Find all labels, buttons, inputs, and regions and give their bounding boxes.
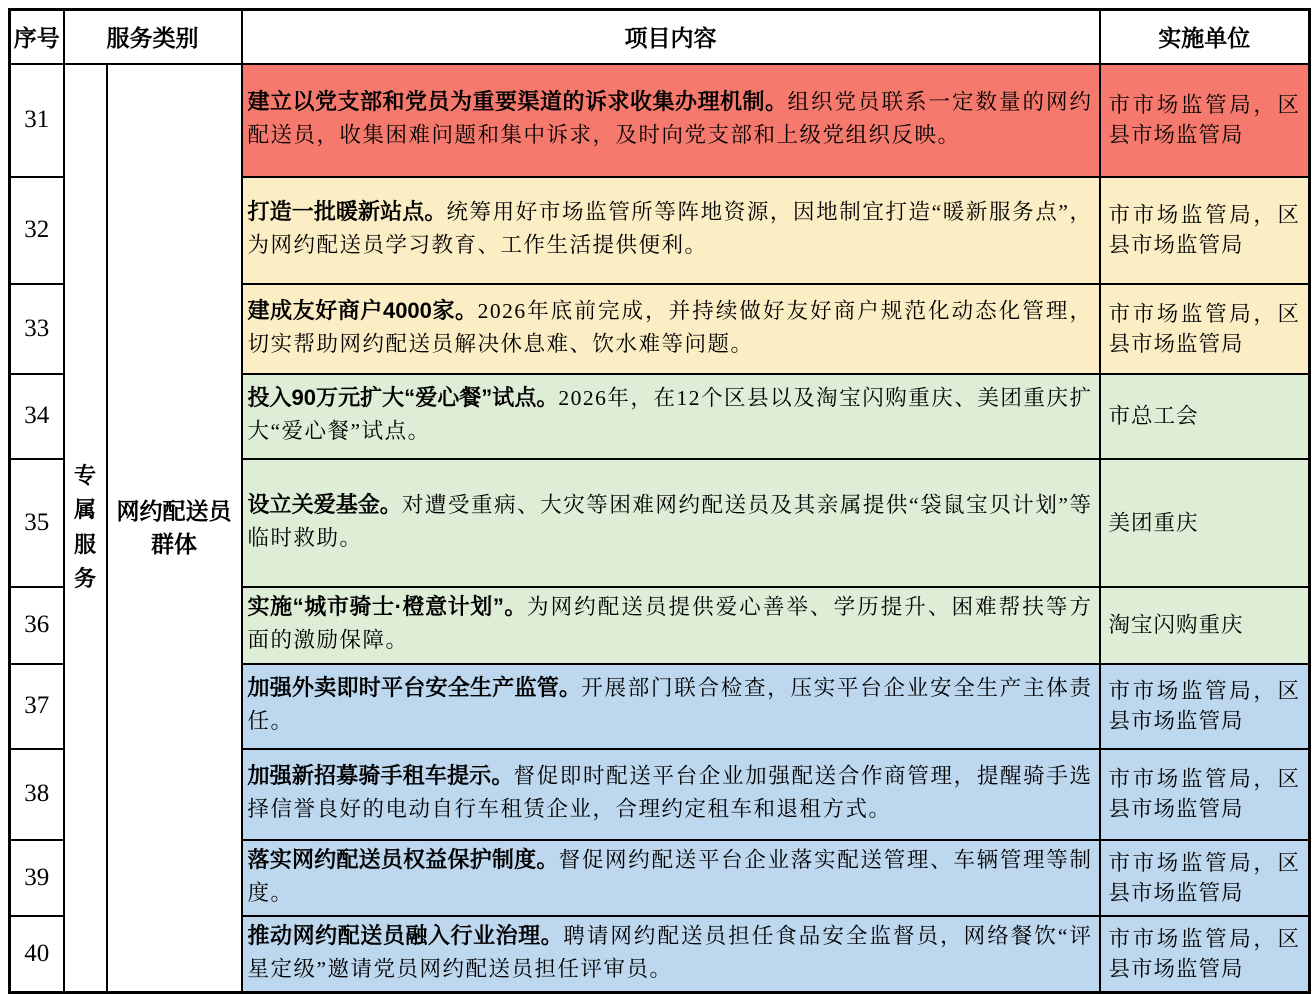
implementing-unit-cell: 美团重庆	[1100, 459, 1310, 587]
category-label-line2: 群体	[151, 530, 197, 557]
project-title: 投入90万元扩大“爱心餐”试点。	[247, 385, 559, 410]
header-unit: 实施单位	[1100, 10, 1310, 64]
project-description: 开展部门联合检查，压实平台企业安全生产主体责任。	[247, 676, 1093, 733]
service-projects-table	[8, 8, 1311, 994]
project-content-cell	[242, 664, 1100, 749]
project-description: 2026年，在12个区县以及淘宝闪购重庆、美团重庆扩大“爱心餐”试点。	[247, 386, 1093, 443]
implementing-unit-cell: 市市场监管局，区县市场监管局	[1100, 840, 1310, 916]
implementing-unit-cell: 市市场监管局，区县市场监管局	[1100, 664, 1310, 749]
project-content-cell	[242, 916, 1100, 993]
row-number: 32	[10, 177, 64, 284]
category-label-line1: 网约配送员	[116, 498, 232, 525]
table-row	[10, 64, 1310, 177]
implementing-unit-cell: 市市场监管局，区县市场监管局	[1100, 177, 1310, 284]
row-number: 38	[10, 749, 64, 840]
project-title: 打造一批暖新站点。	[247, 199, 447, 224]
project-title: 落实网约配送员权益保护制度。	[247, 846, 559, 872]
header-content: 项目内容	[242, 10, 1100, 64]
project-content-cell	[242, 177, 1100, 284]
project-title: 推动网约配送员融入行业治理。	[247, 922, 564, 948]
row-number: 39	[10, 840, 64, 916]
project-title: 实施“城市骑士·橙意计划”。	[247, 594, 528, 619]
project-description: 督促即时配送平台企业加强配送合作商管理，提醒骑手选择信誉良好的电动自行车租赁企业，合理约定租车和退租方式。	[247, 764, 1093, 821]
row-number: 36	[10, 587, 64, 664]
row-number: 31	[10, 64, 64, 177]
header-row	[10, 10, 1310, 64]
row-number: 33	[10, 284, 64, 374]
project-description: 2026年底前完成，并持续做好友好商户规范化动态化管理，切实帮助网约配送员解决休息难、饮水难等问题。	[247, 298, 1093, 356]
project-content-cell	[242, 459, 1100, 587]
project-title: 加强外卖即时平台安全生产监管。	[247, 675, 582, 700]
project-description: 组织党员联系一定数量的网约配送员，收集困难问题和集中诉求，及时向党支部和上级党组织反映。	[247, 90, 1093, 147]
project-content-cell	[242, 284, 1100, 374]
implementing-unit-cell: 淘宝闪购重庆	[1100, 587, 1310, 664]
row-number: 35	[10, 459, 64, 587]
project-title: 设立关爱基金。	[247, 491, 402, 517]
project-content-cell	[242, 749, 1100, 840]
implementing-unit-cell: 市市场监管局，区县市场监管局	[1100, 64, 1310, 177]
implementing-unit-cell: 市市场监管局，区县市场监管局	[1100, 749, 1310, 840]
row-number: 40	[10, 916, 64, 993]
category-exclusive-services	[64, 64, 107, 993]
project-title: 建立以党支部和党员为重要渠道的诉求收集办理机制。	[247, 89, 788, 114]
project-description: 统筹用好市场监管所等阵地资源，因地制宜打造“暖新服务点”，为网约配送员学习教育、工作生活提供便利。	[247, 200, 1093, 257]
implementing-unit-cell: 市市场监管局，区县市场监管局	[1100, 284, 1310, 374]
project-content-cell	[242, 587, 1100, 664]
project-title: 加强新招募骑手租车提示。	[247, 763, 514, 788]
project-description: 为网约配送员提供爱心善举、学历提升、困难帮扶等方面的激励保障。	[247, 595, 1093, 652]
category-online-delivery-group	[107, 64, 242, 993]
category-vertical-label: 专属服务	[73, 463, 96, 591]
project-description: 对遭受重病、大灾等困难网约配送员及其亲属提供“袋鼠宝贝计划”等临时救助。	[247, 492, 1093, 550]
project-description: 聘请网约配送员担任食品安全监督员，网络餐饮“评星定级”邀请党员网约配送员担任评审员。	[247, 923, 1093, 981]
header-no: 序号	[10, 10, 64, 64]
project-content-cell	[242, 374, 1100, 459]
project-description: 督促网约配送平台企业落实配送管理、车辆管理等制度。	[247, 847, 1093, 905]
row-number: 37	[10, 664, 64, 749]
implementing-unit-cell: 市市场监管局，区县市场监管局	[1100, 916, 1310, 993]
project-title: 建成友好商户4000家。	[247, 297, 478, 323]
implementing-unit-cell: 市总工会	[1100, 374, 1310, 459]
header-category: 服务类别	[64, 10, 242, 64]
project-content-cell	[242, 64, 1100, 177]
row-number: 34	[10, 374, 64, 459]
project-content-cell	[242, 840, 1100, 916]
